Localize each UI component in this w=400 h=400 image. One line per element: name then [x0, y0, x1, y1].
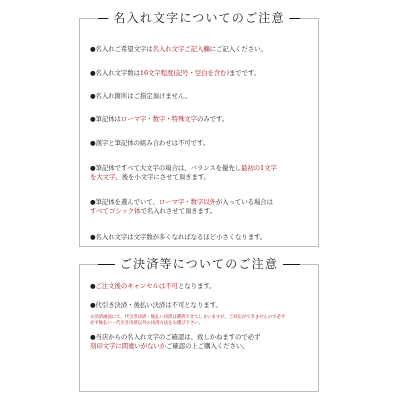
- notice-text: が入っている場合は: [215, 198, 273, 206]
- emphasis-text: 名入れ文字ご記入欄: [152, 45, 210, 53]
- notice-text: 必ず後払い・代引き決済以外の決済方法をお選び下さい。: [90, 321, 203, 326]
- emphasis-text: ローマ字・数字以外: [158, 198, 216, 206]
- engraving-notes-heading: 名入れ文字についてのご注意: [108, 11, 289, 25]
- notice-text: ●代引き決済・後払い決済は不可となります。: [90, 301, 222, 309]
- notice-item: [90, 139, 312, 148]
- notice-item: [90, 301, 312, 310]
- notice-item: [90, 45, 312, 54]
- notice-text: ●名入れ文字数は: [90, 69, 140, 77]
- notice-text: ●名入れご希望文字は: [90, 45, 153, 53]
- notice-line: [90, 342, 312, 351]
- emphasis-text: 最初の1文字: [241, 164, 277, 172]
- emphasis-text: すべてゴシック体: [90, 207, 141, 215]
- notice-line: [90, 69, 312, 78]
- emphasis-text: 16文字程度(記号・空白を含む): [139, 69, 229, 77]
- notice-item: [90, 115, 312, 124]
- notice-item: [90, 198, 312, 216]
- notice-text: ●名入れ文字は文字数が多くなればなるほど小さくなります。: [90, 233, 267, 241]
- notice-line: [90, 282, 312, 291]
- emphasis-text: 刻印文字に間違いがないか: [90, 342, 167, 350]
- notice-text: ご確認の上ご購入ください。: [166, 342, 249, 350]
- notice-text: ●筆記体ですべて大文字の場合は、バランスを優先し: [90, 164, 242, 172]
- notice-text: 、後を小文字にさせて頂きます。: [115, 173, 210, 181]
- notice-text: ●: [90, 282, 96, 290]
- notice-line: [90, 207, 312, 216]
- notice-text: ●漢字と筆記体の組み合わせは不可です。: [90, 139, 210, 147]
- notice-text: ●筆記体は: [90, 115, 121, 123]
- emphasis-text: ご注文後のキャンセルは不可: [95, 282, 178, 290]
- notice-line: [90, 321, 312, 327]
- emphasis-text: を大文字: [90, 173, 116, 181]
- notice-item: [90, 333, 312, 351]
- notice-item: [90, 92, 312, 101]
- notice-text: ●当店からの名入れ文字のご確認は、致しかねますので必ず: [90, 333, 261, 341]
- notice-item: [90, 233, 312, 242]
- notice-text: ●筆記体を選んでいて、: [90, 198, 159, 206]
- notice-line: [90, 173, 312, 182]
- notice-item: [90, 164, 312, 182]
- engraving-notes-panel: [79, 11, 319, 247]
- emphasis-text: ローマ字・数字・特殊文字: [120, 115, 197, 123]
- notice-text: で名入れさせて頂きます。: [140, 207, 217, 215]
- notice-text: となります。: [177, 282, 216, 290]
- notice-line: [90, 92, 312, 101]
- notice-text: ●名入れ箇所はご指定頂けません。: [90, 92, 192, 100]
- notice-text: のみです。: [196, 115, 229, 123]
- notice-line: [90, 115, 312, 124]
- notice-line: [90, 164, 312, 173]
- notice-item: [90, 69, 312, 78]
- notice-text: にご記入ください。: [209, 45, 267, 53]
- notice-line: [90, 301, 312, 310]
- notice-text: までです。: [228, 69, 261, 77]
- notice-item: [90, 315, 312, 327]
- notice-text: ※決済画面にて、代引き決済・後払い決済は選択できてしまいますが、ご対応ができませんので必ず: [90, 315, 286, 320]
- notice-line: [90, 198, 312, 207]
- payment-notes-heading: ご決済等についてのご注意: [115, 257, 283, 271]
- notice-line: [90, 233, 312, 242]
- payment-notes-panel: [79, 257, 319, 392]
- notice-line: [90, 139, 312, 148]
- notice-line: [90, 333, 312, 342]
- notice-line: [90, 45, 312, 54]
- notice-item: [90, 282, 312, 291]
